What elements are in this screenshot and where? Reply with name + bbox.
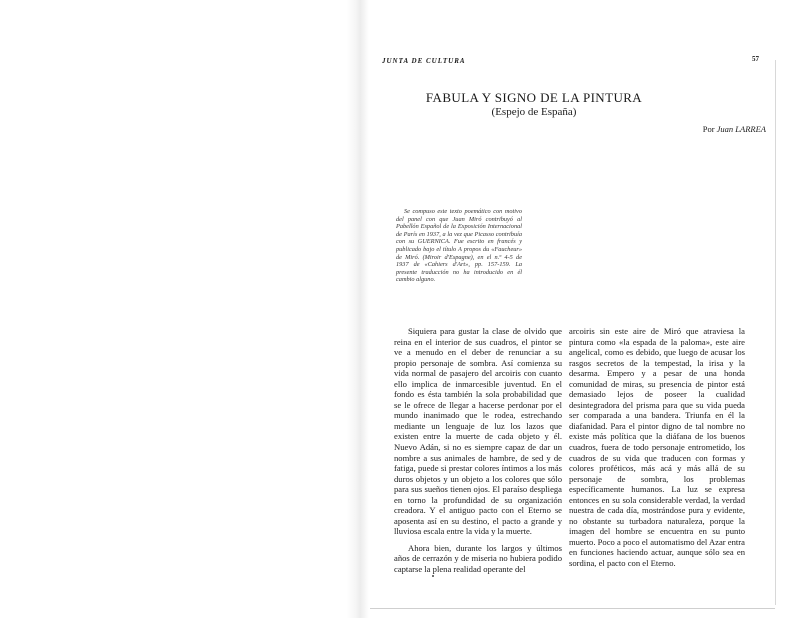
note-text: Se compuso este texto poemático con motivo del panel con que Juan Miró contribuyó al Pabellón Español de la Exposición Internacional de París en 1937, a la vez que Picasso contribuía con su GUERNICA. Fue escrito en francés y publicado bajo el título A propos du «Faucheur» de Miró. (Miroir d'Espagne), en el n.º 4-5 de 1937 de «Cahiers d'Art», pp. 157-159. La presente traducción no ha introducido en él cambio alguno.: [396, 208, 522, 284]
page-number: 57: [752, 55, 759, 63]
text-column-right: [569, 326, 745, 569]
author-name: Juan LARREA: [716, 124, 766, 134]
paragraph: Siquiera para gustar la clase de olvido que reina en el interior de sus cuadros, el pintor se ve a menudo en el deber de renunciar a su propio personaje de sombra. Así comienza su vida normal de pasajero del arcoiris con cuanto ello implica de inmarcesible juventud. En el fondo es ésta también la sola probabilidad que se le ofrece de llegar a hacerse perdonar por el mundo inanimado que le rodea, estrechando mediante un lenguaje de luz los lazos que existen entre la muerte de cada objeto y él. Nuevo Adán, si no es siempre capaz de dar un nombre a sus animales de hambre, de sed y de fatiga, puede si prestar colores íntimos a los más duros objetos y un objeto a los colores que sólo para sus sueños tienen ojos. El paraíso despliega en torno la profundidad de su organización creadora. Y el antiguo pacto con el Eterno se aposenta así en su destino, el pacto a grande y lluviosa escala entre la vida y la muerte.: [394, 326, 562, 537]
book-gutter: [347, 0, 369, 618]
running-header: JUNTA DE CULTURA: [382, 57, 466, 65]
article-title: FABULA Y SIGNO DE LA PINTURA: [425, 90, 643, 105]
byline-prefix: Por: [702, 124, 715, 134]
article-subtitle: (Espejo de España): [491, 106, 577, 118]
editorial-note: [396, 208, 522, 284]
scan-speck: [432, 575, 434, 577]
text-column-left: [394, 326, 562, 575]
paragraph: arcoiris sin este aire de Miró que atraviesa la pintura como «la espada de la paloma», este aire angelical, como es debido, que luego de acusar los rasgos secretos de la tempestad, la irisa y la desarma. Empero y a pesar de una honda comunidad de miras, su presencia de pintor está demasiado lejos de poseer la cualidad desintegradora del prisma para que su vida pueda ser comparada a una bandera. Triunfa en él la diafanidad. Para el pintor digno de tal nombre no existe más política que la diáfana de los buenos cuadros, fuera de todo personaje entrometido, los cuadros de su vida que traducen con formas y colores proféticos, más acá y más allá de su personaje de sombra, los problemas específicamente humanos. La luz se expresa entonces en su sola considerable verdad, la verdad nuestra de cada día, mostrándose pura y evidente, no obstante su turbadora naturaleza, porque la imagen del hombre se encuentra en su punto muerto. Poco a poco el automatismo del Azar entra en funciones haciendo actuar, aunque sólo sea en sordina, el pacto con el Eterno.: [569, 326, 745, 569]
paragraph: Ahora bien, durante los largos y últimos años de cerrazón y de miseria no hubiera podido captarse la plena realidad operante del: [394, 542, 562, 575]
author-byline: [566, 124, 766, 134]
page-edge-line: [775, 60, 776, 605]
page-bottom-edge: [370, 608, 775, 609]
